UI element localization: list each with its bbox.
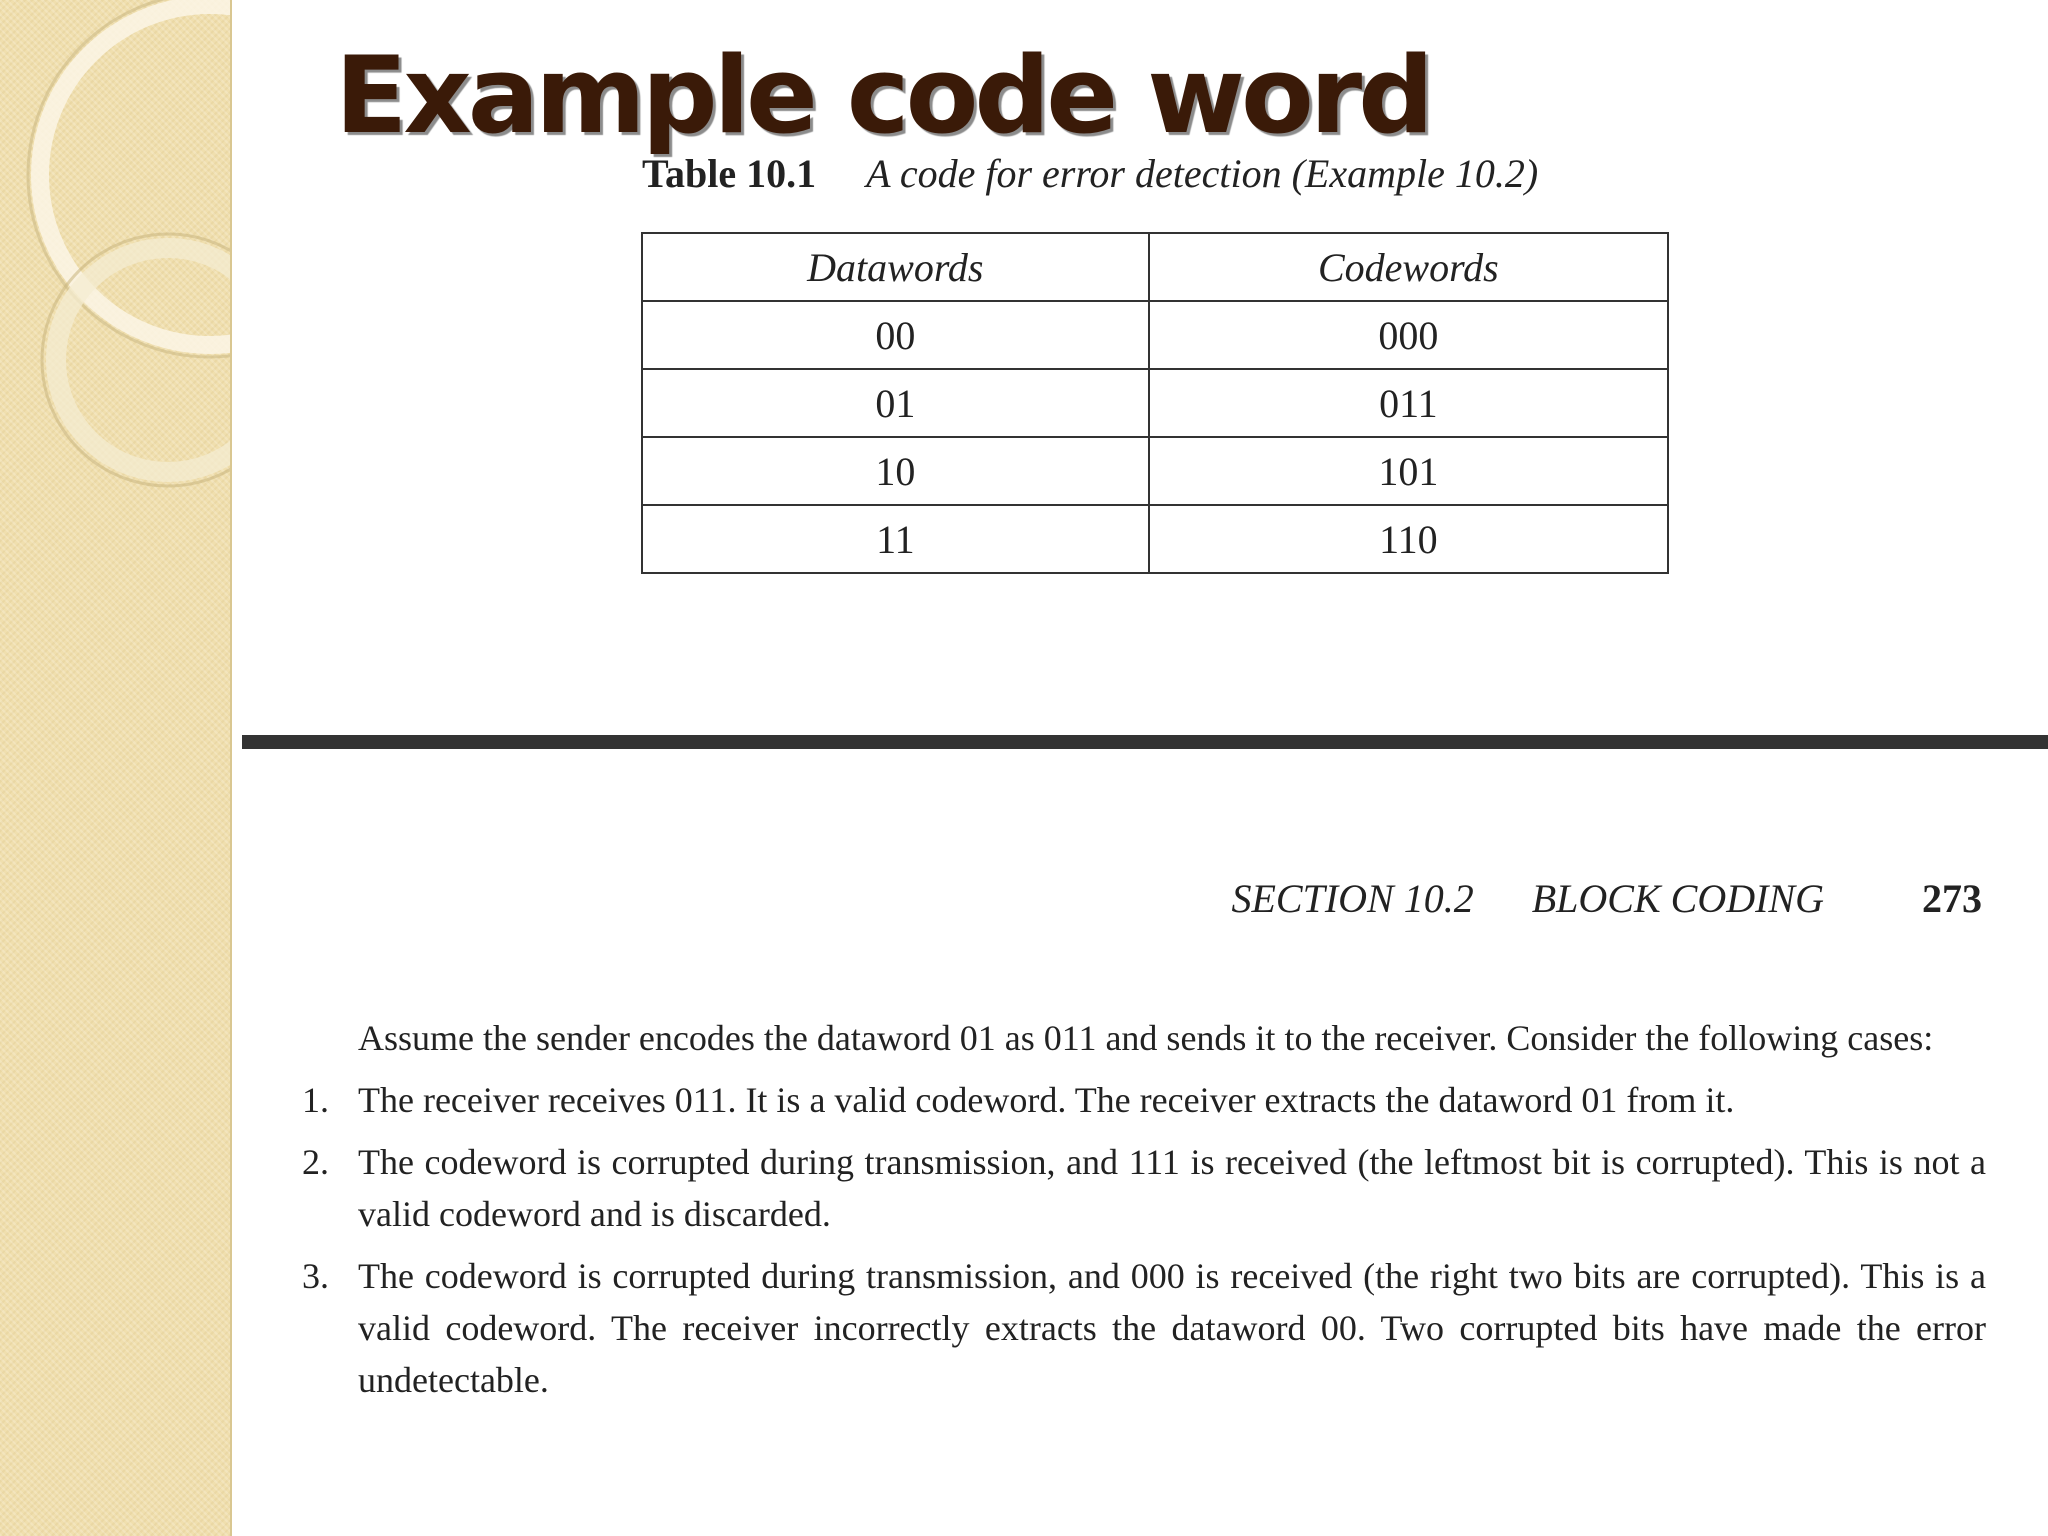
list-item — [270, 1250, 1986, 1406]
horizontal-divider — [242, 735, 2048, 749]
page-number: 273 — [1922, 876, 1982, 921]
page-running-header — [1231, 875, 1982, 922]
decorative-ring-small — [56, 248, 230, 472]
list-item-number: 3. — [302, 1256, 329, 1296]
section-name: BLOCK CODING — [1531, 876, 1824, 921]
list-item-text: The codeword is corrupted during transmission, and 000 is received (the right two bits are corrupted). This is a valid codeword. The receiver incorrectly extracts the dataword 00. Two corrupted bits have made the error undetectable. — [358, 1256, 1986, 1400]
body-text — [270, 1012, 1986, 1416]
column-header-codewords: Codewords — [1149, 233, 1668, 301]
dataword-cell: 11 — [642, 505, 1149, 573]
table-row — [642, 505, 1668, 573]
table-caption-label: Table 10.1 — [642, 151, 817, 196]
dataword-cell: 10 — [642, 437, 1149, 505]
list-item-number: 2. — [302, 1142, 329, 1182]
list-item-number: 1. — [302, 1080, 329, 1120]
decorative-rings — [0, 0, 230, 520]
decorative-sidebar — [0, 0, 232, 1536]
table-row — [642, 301, 1668, 369]
codeword-cell: 110 — [1149, 505, 1668, 573]
table-caption-text: A code for error detection (Example 10.2) — [866, 151, 1539, 196]
list-item — [270, 1074, 1986, 1126]
codeword-cell: 000 — [1149, 301, 1668, 369]
code-table — [641, 232, 1669, 574]
section-number: SECTION 10.2 — [1231, 876, 1474, 921]
codeword-cell: 101 — [1149, 437, 1668, 505]
table-header-row — [642, 233, 1668, 301]
slide-title: Example code word — [335, 34, 1430, 157]
intro-paragraph: Assume the sender encodes the dataword 01 as 011 and sends it to the receiver. Consider the following cases: — [358, 1018, 1934, 1058]
table-caption — [642, 150, 1538, 197]
dataword-cell: 00 — [642, 301, 1149, 369]
table-row — [642, 369, 1668, 437]
codeword-cell: 011 — [1149, 369, 1668, 437]
dataword-cell: 01 — [642, 369, 1149, 437]
decorative-ring-large-shade — [28, 0, 230, 357]
list-item — [270, 1136, 1986, 1240]
table-row — [642, 437, 1668, 505]
list-item-text: The codeword is corrupted during transmission, and 111 is received (the leftmost bit is corrupted). This is not a valid codeword and is discarded. — [358, 1142, 1986, 1234]
case-list — [270, 1074, 1986, 1406]
list-item-text: The receiver receives 011. It is a valid codeword. The receiver extracts the dataword 01 from it. — [358, 1080, 1735, 1120]
column-header-datawords: Datawords — [642, 233, 1149, 301]
